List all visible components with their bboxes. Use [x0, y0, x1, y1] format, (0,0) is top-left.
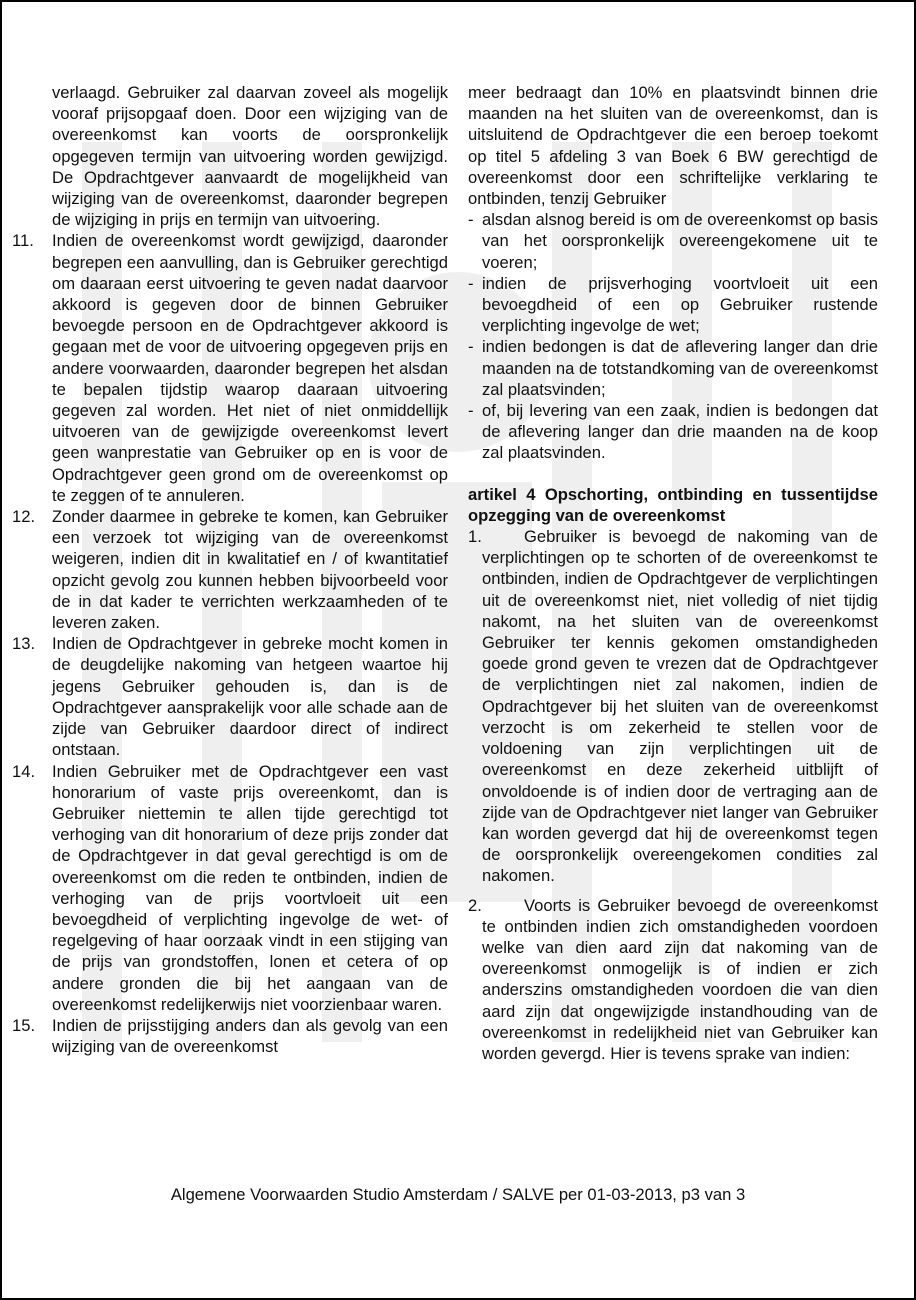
item-text: Gebruiker is bevoegd de nakoming van de verplichtingen op te schorten of de overeenkomst te ontbinden, indien de Opdrachtgever de verplichtingen uit de overeenkomst niet, niet volledig of niet tijdig nakomt, na het sluiten van de overeenkomst Gebruiker ter kennis gekomen omstandigheden goede grond geven te vrezen dat de Opdrachtgever de verplichtingen niet zal nakomen, indien de Opdrachtgever bij het sluiten van de overeenkomst verzocht is om zekerheid te stellen voor de voldoening van zijn verplichtingen uit de overeenkomst en deze zekerheid uitblijft of onvoldoende is of indien door de vertraging aan de zijde van de Opdrachtgever niet langer van Gebruiker kan worden gevergd dat hij de overeenkomst tegen de oorspronkelijk overeengekomen condities zal nakomen. [482, 527, 878, 886]
item-number: 13. [12, 634, 36, 654]
item-number: 1. [468, 527, 482, 547]
dash-marker: - [468, 401, 474, 421]
list-item [12, 761, 448, 1015]
dash-item-text: indien bedongen is dat de aflevering langer dan drie maanden na de totstandkoming van de overeenkomst zal plaatsvinden; [482, 337, 878, 399]
list-item [12, 230, 448, 506]
list-item [12, 506, 448, 633]
item-text: Indien Gebruiker met de Opdrachtgever een vast honorarium of vaste prijs overeenkomt, dan is Gebruiker niettemin te allen tijde gerechtigd tot verhoging van dit honorarium of deze prijs zonder dat de Opdrachtgever in dat geval gerechtigd is om de overeenkomst om die reden te ontbinden, indien de verhoging van de prijs voortvloeit uit een bevoegdheid of verplichting ingevolge de wet- of regelgeving of haar oorzaak vindt in een stijging van de prijs van grondstoffen, lonen et cetera of op andere gronden die bij het aangaan van de overeenkomst redelijkerwijs niet voorzienbaar waren. [52, 761, 448, 1014]
dash-list-item [468, 336, 878, 400]
dash-list-item [468, 209, 878, 273]
item-text: Indien de Opdrachtgever in gebreke mocht komen in de deugdelijke nakoming van hetgeen waartoe hij jegens Gebruiker gehouden is, dan is de Opdrachtgever aansprakelijk voor alle schade aan de zijde van Gebruiker daardoor direct of indirect ontstaan. [52, 634, 448, 760]
item-number: 14. [12, 761, 36, 781]
dash-item-text: of, bij levering van een zaak, indien is bedongen dat de aflevering langer dan drie maanden na de koop zal plaatsvinden. [482, 401, 878, 463]
list-item [468, 526, 878, 886]
left-intro-paragraph: verlaagd. Gebruiker zal daarvan zoveel als mogelijk vooraf prijsopgaaf doen. Door een wijziging van de overeenkomst kan voorts de oorspronkelijk opgegeven termijn van uitvoering worden gewijzigd. De Opdrachtgever aanvaardt de mogelijkheid van wijziging van de overeenkomst, daaronder begrepen de wijziging in prijs en termijn van uitvoering. [52, 83, 448, 230]
article-heading: artikel 4 Opschorting, ontbinding en tussentijdse opzegging van de overeenkomst [468, 484, 878, 525]
dash-marker: - [468, 273, 474, 293]
list-item [468, 895, 878, 1065]
item-text: Zonder daarmee in gebreke te komen, kan Gebruiker een verzoek tot wijziging van de overeenkomst weigeren, indien dit in kwalitatief en / of kwantitatief opzicht gevolg zou kunnen hebben bijvoorbeeld voor de in dat kader te verrichten werkzaamheden of te leveren zaken. [52, 507, 448, 633]
item-number: 12. [12, 507, 36, 527]
dash-marker: - [468, 337, 474, 357]
right-intro-paragraph: meer bedraagt dan 10% en plaatsvindt binnen drie maanden na het sluiten van de overeenkomst, dan is uitsluitend de Opdrachtgever die een beroep toekomt op titel 5 afdeling 3 van Boek 6 BW gerechtigd de overeenkomst door een schriftelijke verklaring te ontbinden, tenzij Gebruiker [468, 83, 878, 209]
dash-list-item [468, 273, 878, 337]
item-number: 11. [12, 231, 34, 251]
item-number: 2. [468, 895, 482, 915]
left-column [12, 82, 448, 1057]
right-column [468, 82, 878, 1064]
list-item [12, 1015, 448, 1057]
dash-item-text: indien de prijsverhoging voortvloeit uit een bevoegdheid of een op Gebruiker rustende verplichting ingevolge de wet; [482, 273, 878, 336]
list-item [12, 633, 448, 760]
dash-marker: - [468, 210, 474, 230]
dash-item-text: alsdan alsnog bereid is om de overeenkomst op basis van het oorspronkelijk overeengekomene uit te voeren; [482, 210, 878, 272]
item-number: 15. [12, 1015, 36, 1035]
page-footer: Algemene Voorwaarden Studio Amsterdam / SALVE per 01-03-2013, p3 van 3 [170, 1185, 746, 1204]
dash-list-item [468, 400, 878, 464]
spacer [468, 887, 878, 895]
item-text: Voorts is Gebruiker bevoegd de overeenkomst te ontbinden indien zich omstandigheden voordoen welke van dien aard zijn dat nakoming van de overeenkomst onmogelijk is of indien er zich anderszins omstandigheden voordoen die van dien aard zijn dat ongewijzigde instandhouding van de overeenkomst in redelijkheid niet van Gebruiker kan worden gevergd. Hier is tevens sprake van indien: [482, 895, 878, 1063]
item-text: Indien de overeenkomst wordt gewijzigd, daaronder begrepen een aanvulling, dan is Gebruiker gerechtigd om daaraan eerst uitvoering te geven nadat daarvoor akkoord is gegeven door de binnen Gebruiker bevoegde persoon en de Opdrachtgever akkoord is gegaan met de voor de uitvoering opgegeven prijs en andere voorwaarden, daaronder begrepen het alsdan te bepalen tijdstip waarop daaraan uitvoering gegeven zal worden. Het niet of niet onmiddellijk uitvoeren van de gewijzigde overeenkomst levert geen wanprestatie van Gebruiker op en is voor de Opdrachtgever geen grond om de overeenkomst op te zeggen of te annuleren. [52, 231, 448, 505]
item-text: Indien de prijsstijging anders dan als gevolg van een wijziging van de overeenkomst [52, 1015, 448, 1057]
